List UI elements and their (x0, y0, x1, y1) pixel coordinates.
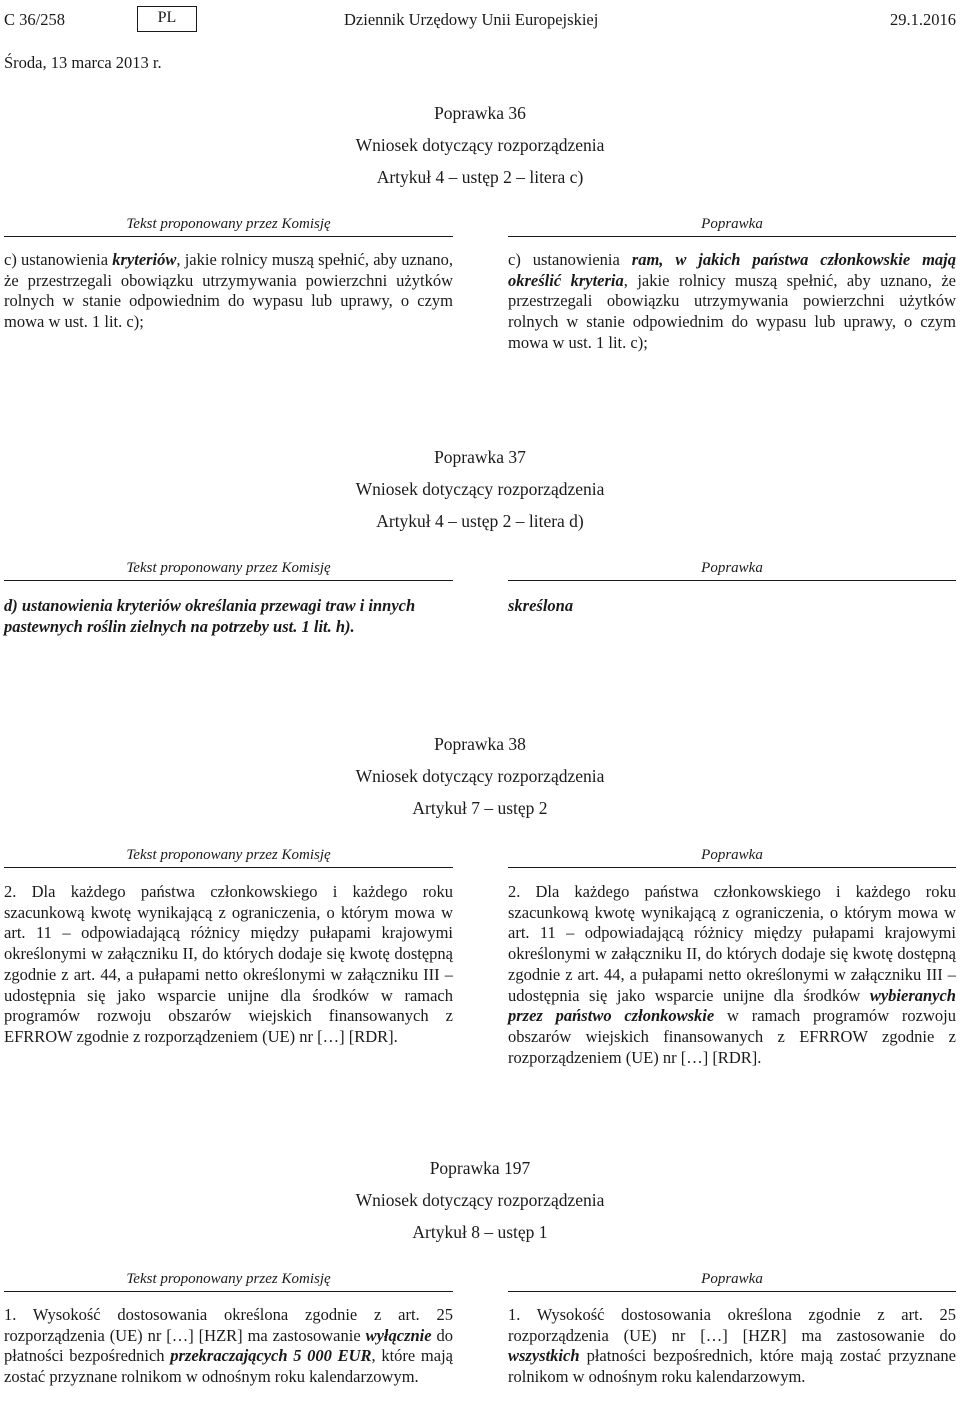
amendment-heading: Poprawka (508, 216, 956, 237)
amendment-heading: Poprawka (508, 560, 956, 581)
amendment-text: 2. Dla każdego państwa członkowskiego i każdego roku szacunkową kwotę wynikającą z ograniczenia, o którym mowa w art. 11 – odpowiadającą różnicy między pułapami krajowymi określonymi w załączniku II, do których dodaje się kwotę dostępną zgodnie z art. 44, a pułapami netto określonymi w załączniku III – udostępnia się jako wsparcie unijne dla środków wybieranych przez państwo członkowskie w ramach programów rozwoju obszarów wiejskich finansowanych z EFRROW zgodnie z rozporządzeniem (UE) nr […] [RDR]. (508, 882, 956, 1067)
publication-date: 29.1.2016 (890, 10, 956, 29)
article-reference: Artykuł 4 – ustęp 2 – litera d) (376, 511, 584, 531)
amendment-text: c) ustanowienia ram, w jakich państwa członkowskie mają określić kryteria, jakie rolnicy muszą spełnić, aby uznano, że przestrzegali obowiązku utrzymywania powierzchni użytków rolnych w stanie odpowiednim do wypasu lub uprawy, o czym mowa w ust. 1 lit. c); (508, 250, 957, 352)
proposal-title: Wniosek dotyczący rozporządzenia (355, 766, 605, 786)
commission-text-heading: Tekst proponowany przez Komisję (4, 216, 453, 237)
proposal-title: Wniosek dotyczący rozporządzenia (355, 479, 605, 499)
commission-text-heading: Tekst proponowany przez Komisję (4, 560, 453, 581)
amendment-section (0, 1152, 960, 1387)
amendment-section (0, 728, 960, 1067)
amendment-text: skreślona (508, 596, 574, 615)
proposal-title: Wniosek dotyczący rozporządzenia (355, 135, 605, 155)
commission-text-heading: Tekst proponowany przez Komisję (4, 1271, 453, 1292)
journal-title: Dziennik Urzędowy Unii Europejskiej (344, 10, 599, 29)
amendment-number: Poprawka 37 (434, 447, 526, 467)
commission-text: c) ustanowienia kryteriów, jakie rolnicy muszą spełnić, aby uznano, że przestrzegali obowiązku utrzymywania powierzchni użytków rolnych w stanie odpowiednim do wypasu lub uprawy, o czym mowa w ust. 1 lit. c); (4, 250, 453, 332)
amendment-heading: Poprawka (508, 847, 956, 868)
session-date: Środa, 13 marca 2013 r. (4, 53, 162, 72)
amendment-number: Poprawka 36 (434, 103, 526, 123)
commission-text-heading: Tekst proponowany przez Komisję (4, 847, 453, 868)
amendment-number: Poprawka 197 (429, 1158, 531, 1178)
article-reference: Artykuł 7 – ustęp 2 (412, 798, 548, 818)
commission-text: 1. Wysokość dostosowania określona zgodnie z art. 25 rozporządzenia (UE) nr […] [HZR] ma zastosowanie wyłącznie do płatności bezpośrednich przekraczających 5 000 EUR, które mają zostać przyznane rolnikom w odnośnym roku kalendarzowym. (4, 1305, 454, 1387)
commission-text: 2. Dla każdego państwa członkowskiego i każdego roku szacunkową kwotę wynikającą z ograniczenia, o którym mowa w art. 11 – odpowiadającą różnicy między pułapami krajowymi określonymi w załączniku II, do których dodaje się kwotę dostępną zgodnie z art. 44, a pułapami netto określonymi w załączniku III – udostępnia się jako wsparcie unijne dla środków w ramach programów rozwoju obszarów wiejskich finansowanych z EFRROW zgodnie z rozporządzeniem (UE) nr […] [RDR]. (4, 882, 453, 1046)
page-header (4, 6, 956, 30)
amendment-number: Poprawka 38 (434, 734, 526, 754)
amendment-text: 1. Wysokość dostosowania określona zgodnie z art. 25 rozporządzenia (UE) nr […] [HZR] ma zastosowanie do wszystkich płatności bezpośrednich, które mają zostać przyznane rolnikom w odnośnym roku kalendarzowym. (508, 1305, 956, 1387)
proposal-title: Wniosek dotyczący rozporządzenia (355, 1190, 605, 1210)
article-reference: Artykuł 8 – ustęp 1 (412, 1222, 548, 1242)
commission-text: d) ustanowienia kryteriów określania przewagi traw i innych pastewnych roślin zielnych na potrzeby ust. 1 lit. h). (4, 596, 416, 636)
amendment-section (0, 97, 960, 352)
amendment-heading: Poprawka (508, 1271, 956, 1292)
language-badge: PL (137, 6, 197, 32)
amendment-section (0, 441, 960, 636)
article-reference: Artykuł 4 – ustęp 2 – litera c) (376, 167, 584, 187)
page-number: C 36/258 (4, 10, 65, 29)
